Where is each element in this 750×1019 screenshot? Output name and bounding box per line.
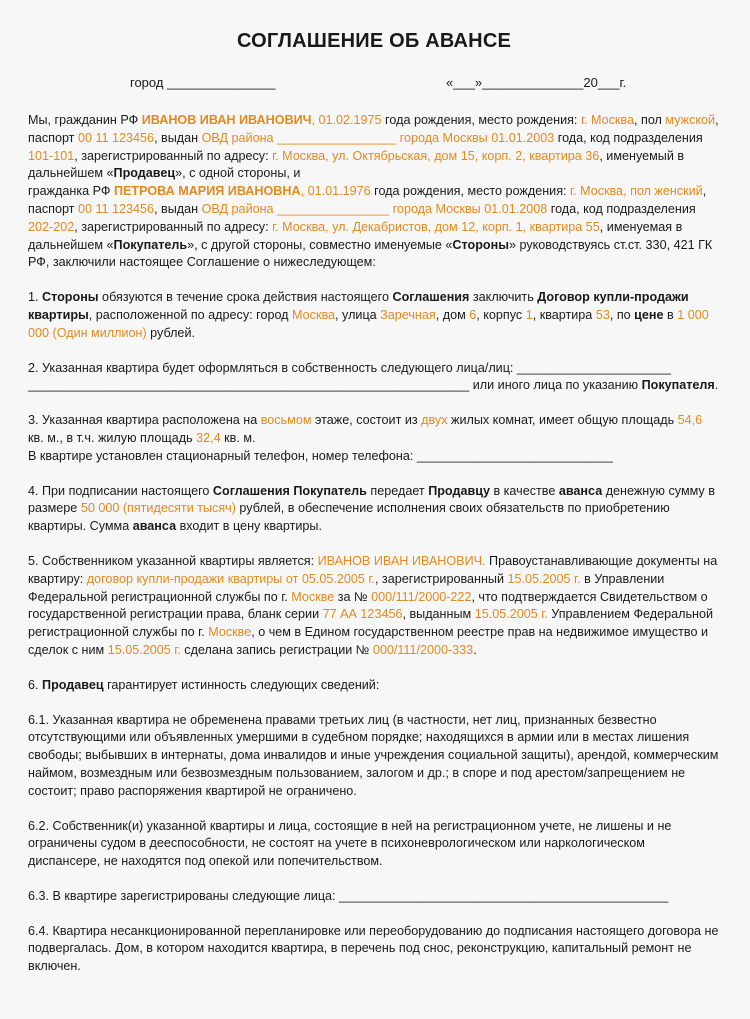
- text-run: в: [663, 307, 678, 322]
- text-run: », с одной стороны, и: [175, 166, 301, 181]
- text-run: , что подтверждается Свидетельством о государственной регистрации права, бланк серии: [28, 589, 708, 622]
- filled-value: г. Москва, ул. Октябрьская, дом 15, корп. 2, квартира 36: [272, 148, 600, 163]
- filled-value: 00 11 123456: [77, 130, 155, 145]
- text-run: В квартире установлен стационарный телефон, номер телефона: ____________________________: [28, 448, 613, 463]
- paragraph-p4: [28, 483, 720, 536]
- bold-term: аванса: [132, 519, 177, 534]
- text-run: , зарегистрированный по адресу:: [74, 148, 273, 163]
- text-run: в качестве: [489, 483, 559, 498]
- paragraph-p5: [28, 553, 720, 660]
- filled-value: 00 11 123456: [77, 201, 155, 216]
- text-run: Правоустанавливающие документы на квартиру:: [28, 553, 718, 586]
- text-run: , зарегистрированный: [374, 571, 508, 586]
- text-run: кв. м.: [220, 430, 256, 445]
- filled-value: двух: [421, 413, 448, 428]
- filled-value: ПЕТРОВА МАРИЯ ИВАНОВНА: [113, 184, 301, 199]
- text-run: .: [714, 378, 719, 393]
- text-run: , зарегистрированный по адресу:: [74, 219, 273, 234]
- bold-term: аванса: [558, 483, 603, 498]
- city-date-line: [28, 74, 720, 92]
- text-run: , паспорт: [28, 113, 719, 145]
- text-run: гарантирует истинность следующих сведений:: [103, 677, 380, 692]
- text-run: в Управлении Федеральной регистрационной службы по г.: [28, 571, 665, 604]
- filled-value: 202-202: [28, 219, 75, 234]
- text-run: 6.1. Указанная квартира не обременена правами третьих лиц (в частности, нет лиц, признанных безвестно отсутствующими или объявленных умершими в судебном порядке; находящихся в армии или в местах лишения свободы; выбывших в интернаты, дома инвалидов и иные учреждения социальной защиты), арендой, коммерческим наймом, возмездным или безвозмездным пользованием, залогом и др.; в споре и под арестом/запрещением не состоит; право распоряжения квартирой не ограничено.: [28, 712, 719, 798]
- text-run: , выданным: [402, 607, 475, 622]
- text-run: Мы, гражданин РФ: [28, 113, 142, 127]
- text-run: 6.2. Собственник(и) указанной квартиры и лица, состоящие в ней на регистрационном учете, не лишены и не ограничены судом в дееспособности, не состоят на учете в психоневрологическом или наркологическом диспансере, не находятся под опекой или попечительством.: [28, 818, 672, 869]
- filled-value: 000/111/2000-333: [372, 642, 474, 657]
- filled-value: ОВД района ________________ города Москвы 01.01.2008: [201, 201, 548, 216]
- filled-value: мужской: [665, 113, 716, 127]
- filled-value: 15.05.2005 г.: [474, 607, 548, 622]
- paragraph-p6-4: [28, 923, 720, 976]
- filled-value: , 01.01.1976: [300, 184, 371, 199]
- text-run: этаже, состоит из: [311, 413, 422, 428]
- bold-term: Договор купли-продажи квартиры: [28, 290, 689, 322]
- filled-value: Заречная: [380, 307, 436, 322]
- bold-term: цене: [634, 307, 664, 322]
- document-title: СОГЛАШЕНИЕ ОБ АВАНСЕ: [236, 30, 512, 52]
- paragraph-intro: [28, 112, 720, 272]
- text-run: года рождения, место рождения:: [370, 184, 571, 199]
- filled-value: 32,4: [196, 430, 221, 445]
- text-run: 2. Указанная квартира будет оформляться в собственность следующего лица/лиц: ______________________ _______________________________________________________________ или иного лица по указанию: [28, 360, 672, 393]
- text-run: , дом: [435, 307, 470, 322]
- text-run: 1.: [28, 290, 43, 305]
- filled-value: 15.05.2005 г.: [507, 571, 581, 586]
- filled-value: 15.05.2005 г.: [107, 642, 181, 657]
- text-run: , по: [609, 307, 635, 322]
- city-field: город _______________: [130, 75, 276, 90]
- bold-term: Стороны: [452, 237, 509, 252]
- text-run: » руководствуясь ст.ст. 330, 421 ГК РФ, заключили настоящее Соглашение о нижеследующем:: [28, 237, 713, 270]
- text-run: обязуются в течение срока действия настоящего: [98, 290, 393, 305]
- filled-value: 000/111/2000-222: [371, 589, 472, 604]
- text-run: , пол: [634, 113, 666, 127]
- filled-value: г. Москва: [580, 113, 634, 127]
- text-run: 6.: [28, 677, 43, 692]
- paragraph-p6-1: [28, 712, 720, 801]
- text-run: заключить: [469, 290, 538, 305]
- text-run: , именуемый в дальнейшем «: [28, 148, 685, 181]
- text-run: за №: [334, 589, 372, 604]
- paragraph-p1: [28, 289, 720, 342]
- text-run: рублей.: [146, 325, 195, 340]
- text-run: Управлением Федеральной регистрационной службы по г.: [28, 607, 714, 640]
- paragraph-p6-3: [28, 888, 720, 906]
- text-run: , расположенной по адресу: город: [88, 307, 293, 322]
- text-run: 5. Собственником указанной квартиры является:: [28, 553, 318, 568]
- text-run: , именуемая в дальнейшем «: [28, 219, 683, 252]
- text-run: 4. При подписании настоящего: [28, 483, 213, 498]
- text-run: , улица: [335, 307, 381, 322]
- paragraph-p6-2: [28, 818, 720, 871]
- bold-term: Продавец: [42, 677, 104, 692]
- filled-value: 1: [525, 307, 533, 322]
- filled-value: 53: [595, 307, 610, 322]
- filled-value: 6: [469, 307, 477, 322]
- paragraph-p6: [28, 677, 720, 695]
- text-run: , о чем в Едином государственном реестре прав на недвижимое имущество и сделок с ним: [28, 625, 709, 657]
- filled-value: 50 000 (пятидесяти тысяч): [80, 501, 236, 516]
- text-run: , квартира: [532, 307, 596, 322]
- bold-term: Продавец: [113, 166, 176, 181]
- filled-value: 1 000 000 (Один миллион): [28, 307, 709, 340]
- bold-term: Соглашения: [392, 290, 470, 305]
- text-run: гражданка РФ: [28, 184, 114, 199]
- text-run: года, код подразделения: [547, 201, 696, 216]
- filled-value: г. Москва, ул. Декабристов, дом 12, корп. 1, квартира 55: [272, 219, 600, 234]
- text-run: года рождения, место рождения:: [381, 113, 581, 127]
- text-run: кв. м., в т.ч. жилую площадь: [28, 430, 197, 445]
- text-run: », с другой стороны, совместно именуемые «: [187, 237, 453, 252]
- text-run: , паспорт: [28, 184, 707, 216]
- filled-value: ИВАНОВ ИВАН ИВАНОВИЧ.: [317, 553, 486, 568]
- filled-value: Москве: [208, 625, 252, 640]
- text-run: передает: [366, 483, 429, 498]
- filled-value: г. Москва, пол женский: [570, 184, 703, 199]
- text-run: , выдан: [154, 130, 202, 145]
- text-run: входит в цену квартиры.: [176, 519, 322, 534]
- paragraph-p2: [28, 360, 720, 396]
- date-field: «___»______________20___г.: [446, 75, 627, 90]
- document-body: [28, 92, 720, 976]
- filled-value: 101-101: [28, 148, 75, 163]
- bold-term: Покупателя: [641, 378, 715, 393]
- bold-term: Покупатель: [113, 237, 188, 252]
- bold-term: Стороны: [42, 290, 99, 305]
- paragraph-p3: [28, 412, 720, 465]
- text-run: сделана запись регистрации №: [180, 642, 373, 657]
- filled-value: восьмом: [260, 413, 312, 428]
- filled-value: Москва: [292, 307, 336, 322]
- filled-value: , 01.02.1975: [311, 113, 382, 127]
- filled-value: Москве: [291, 589, 335, 604]
- filled-value: 54,6: [677, 413, 703, 428]
- filled-value: ИВАНОВ ИВАН ИВАНОВИЧ: [141, 113, 312, 127]
- bold-term: Продавцу: [428, 483, 490, 498]
- text-run: денежную сумму в размере: [28, 483, 715, 516]
- bold-term: Соглашения Покупатель: [212, 483, 367, 498]
- filled-value: ОВД района _________________ города Москвы 01.01.2003: [201, 130, 555, 145]
- text-run: 3. Указанная квартира расположена на: [28, 413, 261, 428]
- text-run: жилых комнат, имеет общую площадь: [447, 413, 678, 428]
- text-run: 6.3. В квартире зарегистрированы следующие лица: _______________________________________________: [28, 888, 669, 903]
- text-run: года, код подразделения: [554, 130, 703, 145]
- text-run: , выдан: [154, 201, 202, 216]
- text-run: 6.4. Квартира несанкционированной перепланировке или переоборудованию до подписания настоящего договора не подвергалась. Дом, в котором находится квартира, в перечень под снос, реконструкцию, капитальный ремонт не включен.: [28, 923, 719, 974]
- text-run: .: [473, 642, 477, 657]
- text-run: рублей, в обеспечение исполнения своих обязательств по приобретению квартиры. Сумма: [28, 501, 670, 534]
- filled-value: договор купли-продажи квартиры от 05.05.2005 г.: [86, 571, 375, 586]
- filled-value: 77 АА 123456: [322, 607, 403, 622]
- text-run: , корпус: [476, 307, 526, 322]
